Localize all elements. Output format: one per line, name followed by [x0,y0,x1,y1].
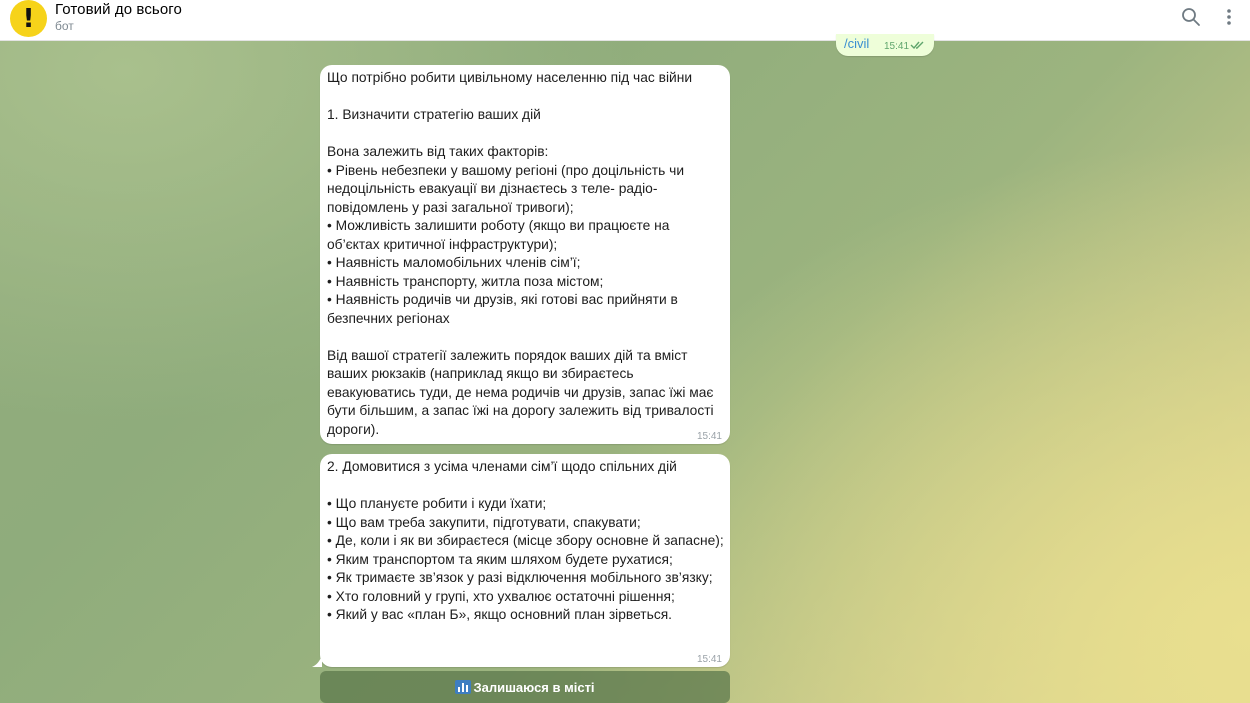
chat-header [0,0,1250,41]
message-time: 15:41 [884,41,910,52]
command-link[interactable]: /civil [844,36,870,51]
incoming-message[interactable] [320,65,730,444]
message-time: 15:41 [696,654,722,665]
chat-title[interactable]: Готовий до всього [55,1,182,18]
more-vertical-icon[interactable] [1221,7,1237,27]
bar-chart-icon [455,680,471,694]
message-text: Що потрібно робити цивільному населенню під час війни 1. Визначити стратегію ваших дій Вона залежить від таких факторів: • Рівень небезпеки у вашому регіоні (про доцільність чи недоцільність евакуації ви дізнаєтесь з теле- радіо-повідомлень у разі загальної тривоги); • Можливість залишити роботу (якщо ви працюєте на об’єктах критичної інфраструктури); • Наявність маломобільних членів сім’ї; • Наявність транспорту, житла поза містом; • Наявність родичів чи друзів, які готові вас прийняти в безпечних регіонах Від вашої стратегії залежить порядок ваших дій та вміст ваших рюкзаків (наприклад якщо ви збираєтесь евакуюватись туди, де нема родичів чи друзів, запас їжі має бути більшим, а запас їжі на дорогу залежить від тривалості дороги). [327,70,714,437]
bot-avatar[interactable]: ! [10,0,47,37]
message-text: 2. Домовитися з усіма членами сім’ї щодо спільних дій • Що плануєте робити і куди їхати; • Що вам треба закупити, підготувати, спакувати; • Де, коли і як ви збираєтеся (місце збору основне й запасне); • Яким транспортом та яким шляхом будете рухатися; • Як тримаєте зв’язок у разі відключення мобільного зв’язку; • Хто головний у групі, хто ухвалює остаточні рішення; • Який у вас «план Б», якщо основний план зірветься. [327,459,724,622]
bubble-tail [312,655,322,667]
chat-subtitle: бот [55,19,74,33]
double-check-icon [910,40,926,50]
keyboard-button-label: Залишаюся в місті [473,679,595,695]
search-icon[interactable] [1181,7,1201,27]
incoming-message[interactable] [320,454,730,667]
keyboard-button-stay-in-city[interactable] [320,671,730,703]
outgoing-message[interactable] [836,34,934,56]
message-time: 15:41 [696,431,722,442]
